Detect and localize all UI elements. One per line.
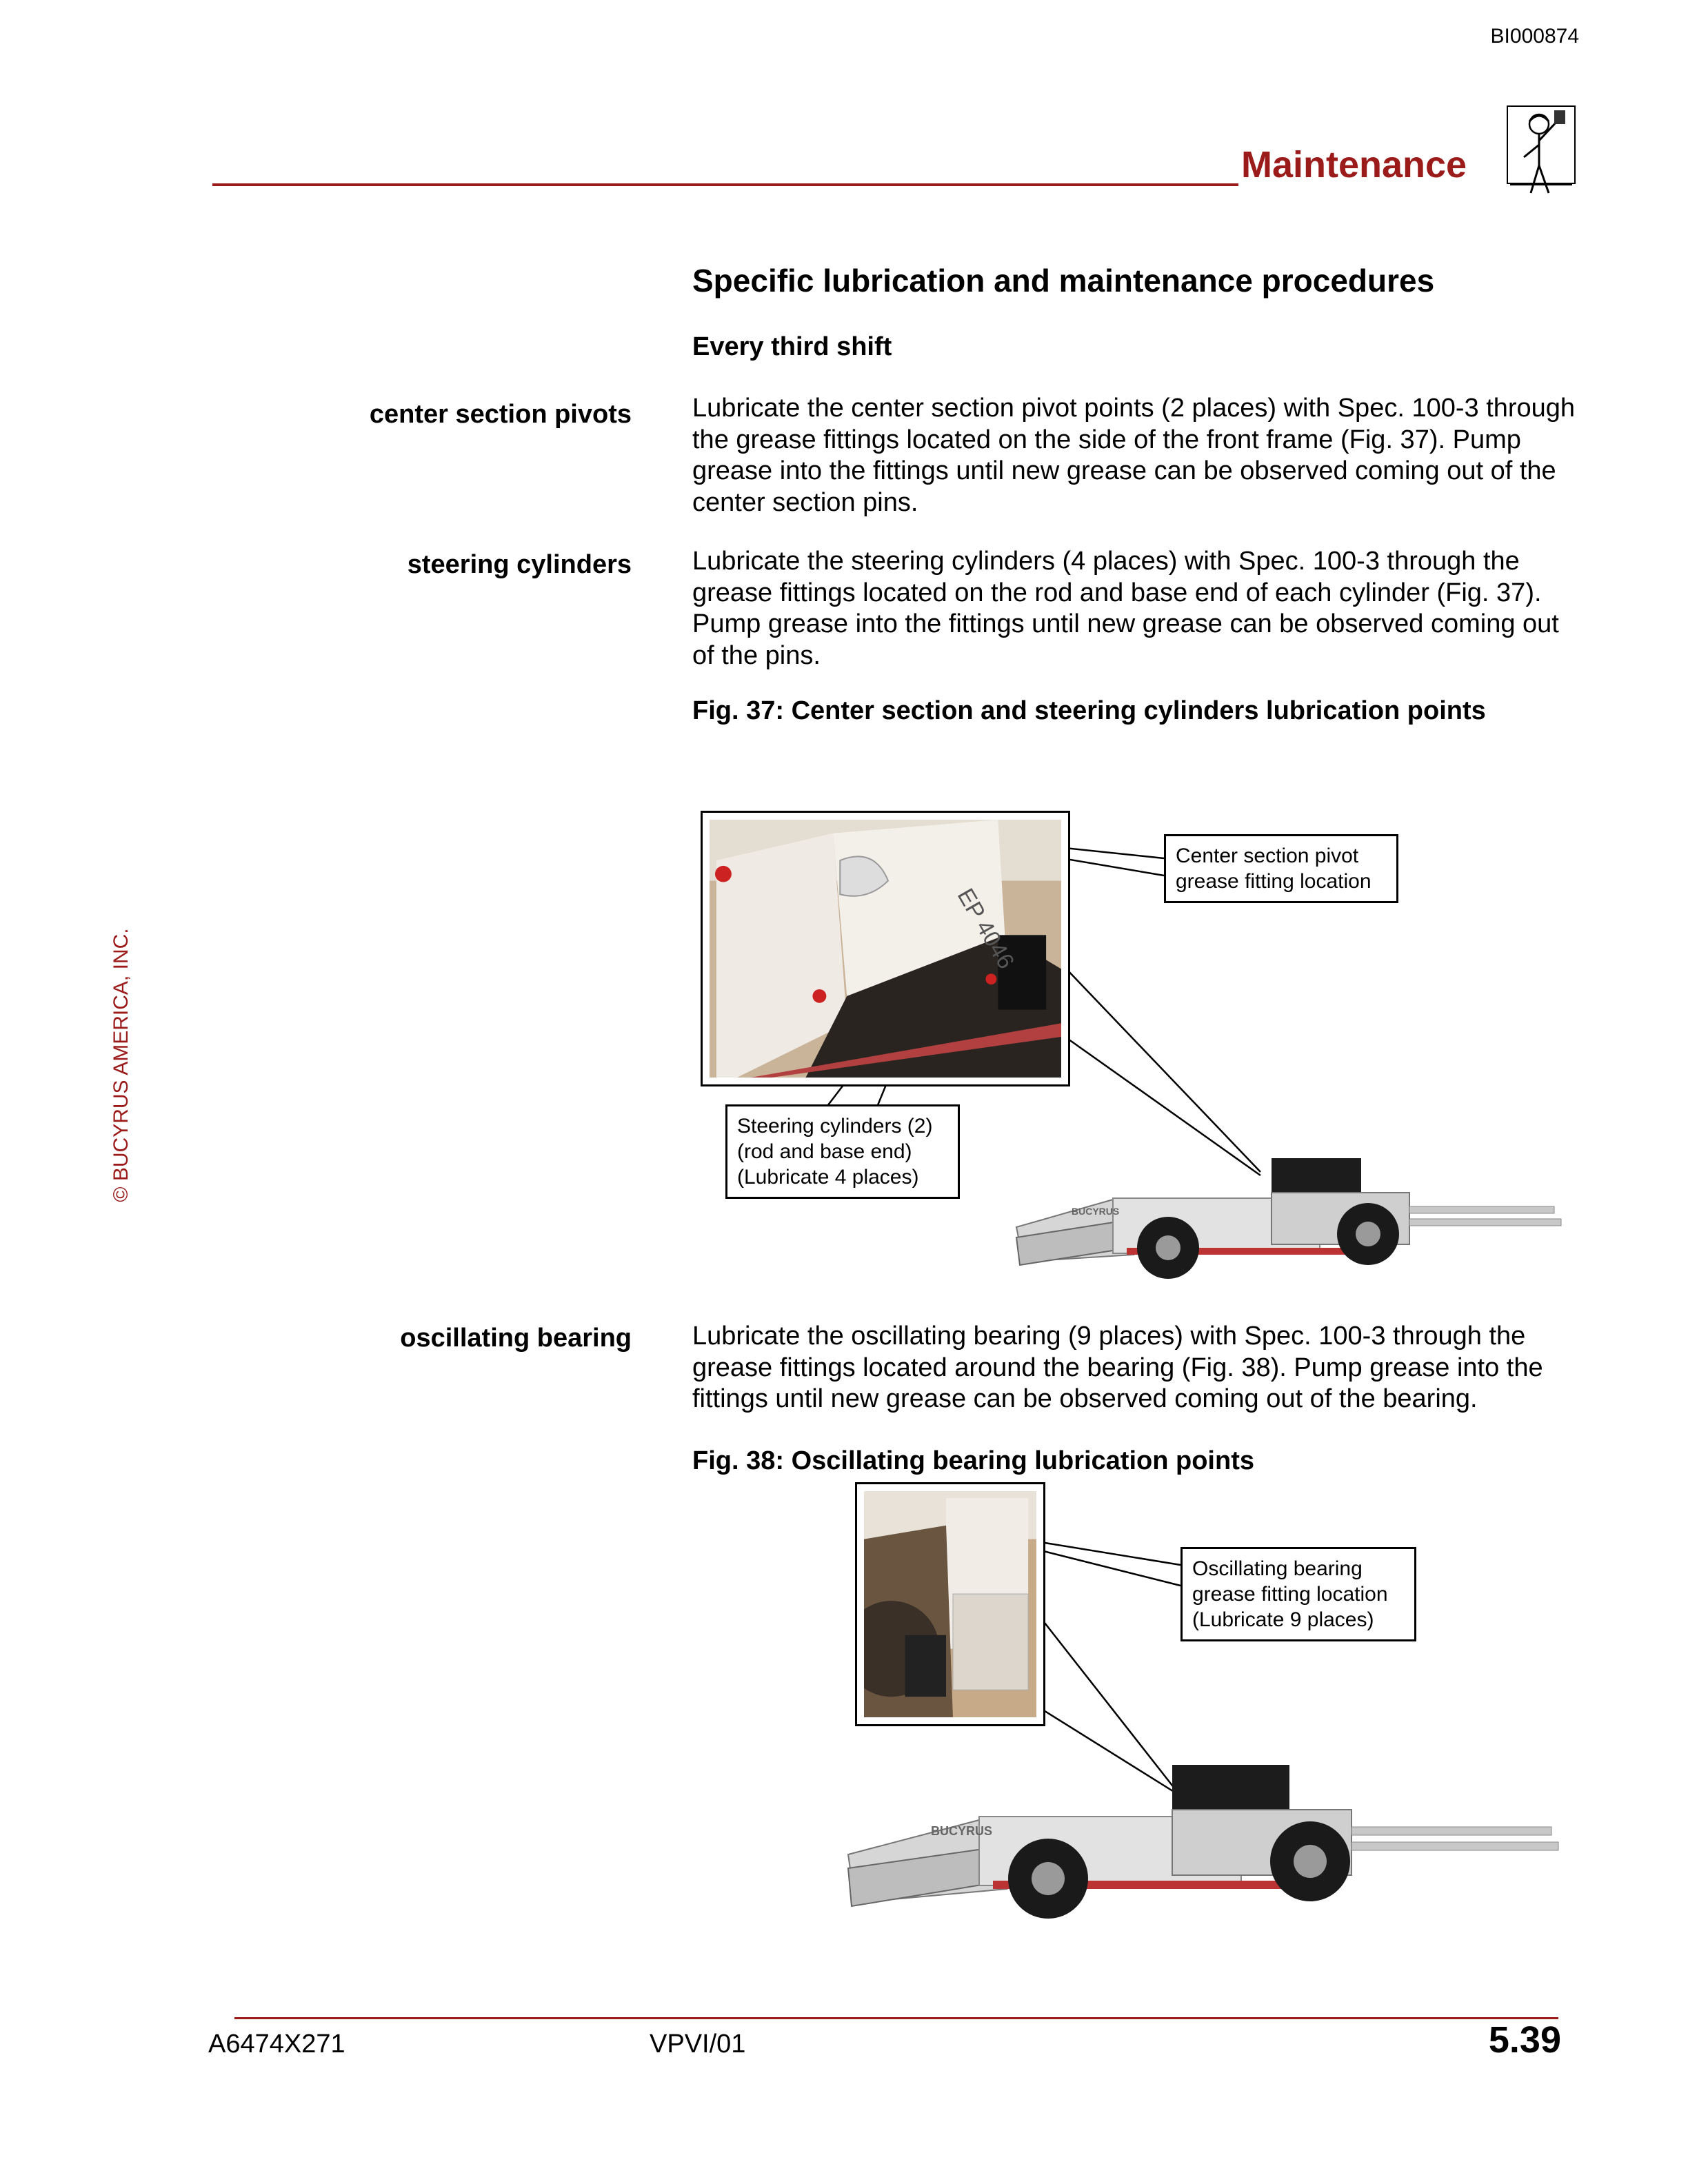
footer-doc-number: A6474X271 (208, 2030, 345, 2059)
callout-line: (Lubricate 9 places) (1192, 1608, 1374, 1631)
maintenance-worker-icon (1503, 103, 1579, 200)
document-id: BI000874 (1490, 25, 1579, 48)
fig38-inset-photo (855, 1482, 1045, 1726)
label-oscillating-bearing: oscillating bearing (400, 1324, 632, 1353)
callout-oscillating-bearing (1180, 1547, 1416, 1641)
fig38-vehicle-image (841, 1751, 1572, 1923)
photo-marking: EP 4046 (952, 884, 1019, 973)
callout-line: (Lubricate 4 places) (737, 1166, 919, 1189)
text-steering-cylinders: Lubricate the steering cylinders (4 places) with Spec. 100-3 through the grease fittings located on the rod and base end of each cylinder (Fig. 37). Pump grease into the fittings until new grease can be observed coming out of the pins. (692, 547, 1559, 670)
page-number: 5.39 (1488, 2019, 1561, 2061)
vehicle-brand: BUCYRUS (931, 1824, 993, 1838)
header-rule (212, 183, 1238, 186)
text-center-section-pivots: Lubricate the center section pivot points (2 places) with Spec. 100-3 through the grease fittings located on the side of the front frame (Fig. 37). Pump grease into the fittings until new grease can be observed coming out of the center section pins. (692, 394, 1576, 517)
footer-version: VPVI/01 (650, 2030, 746, 2059)
fig37-vehicle-image (1009, 1144, 1575, 1282)
fig38-figure (692, 1475, 1589, 1930)
label-steering-cylinders: steering cylinders (407, 550, 632, 579)
callout-line: grease fitting location (1176, 870, 1372, 893)
procedures-heading: Specific lubrication and maintenance procedures (692, 263, 1435, 299)
callout-line: Oscillating bearing (1192, 1557, 1363, 1580)
callout-center-section-pivot (1164, 834, 1398, 903)
fig37-inset-photo (701, 811, 1070, 1086)
shift-subheading: Every third shift (692, 332, 892, 361)
fig38-caption: Fig. 38: Oscillating bearing lubrication points (692, 1446, 1254, 1475)
text-oscillating-bearing: Lubricate the oscillating bearing (9 places) with Spec. 100-3 through the grease fittings located around the bearing (Fig. 38). Pump grease into the fittings until new grease can be observed coming out of the bearing. (692, 1322, 1543, 1413)
callout-line: Steering cylinders (2) (737, 1115, 933, 1138)
section-title: Maintenance (1241, 144, 1467, 185)
fig37-figure (692, 800, 1589, 1282)
callout-line: grease fitting location (1192, 1583, 1388, 1606)
footer-rule (234, 2017, 1558, 2019)
callout-line: Center section pivot (1176, 845, 1359, 867)
callout-steering-cylinders (725, 1104, 960, 1199)
label-center-section-pivots: center section pivots (369, 400, 632, 429)
fig37-caption: Fig. 37: Center section and steering cylinders lubrication points (692, 696, 1486, 725)
copyright-vertical: © BUCYRUS AMERICA, INC. (110, 928, 132, 1202)
vehicle-brand: BUCYRUS (1072, 1206, 1120, 1217)
callout-line: (rod and base end) (737, 1140, 912, 1163)
